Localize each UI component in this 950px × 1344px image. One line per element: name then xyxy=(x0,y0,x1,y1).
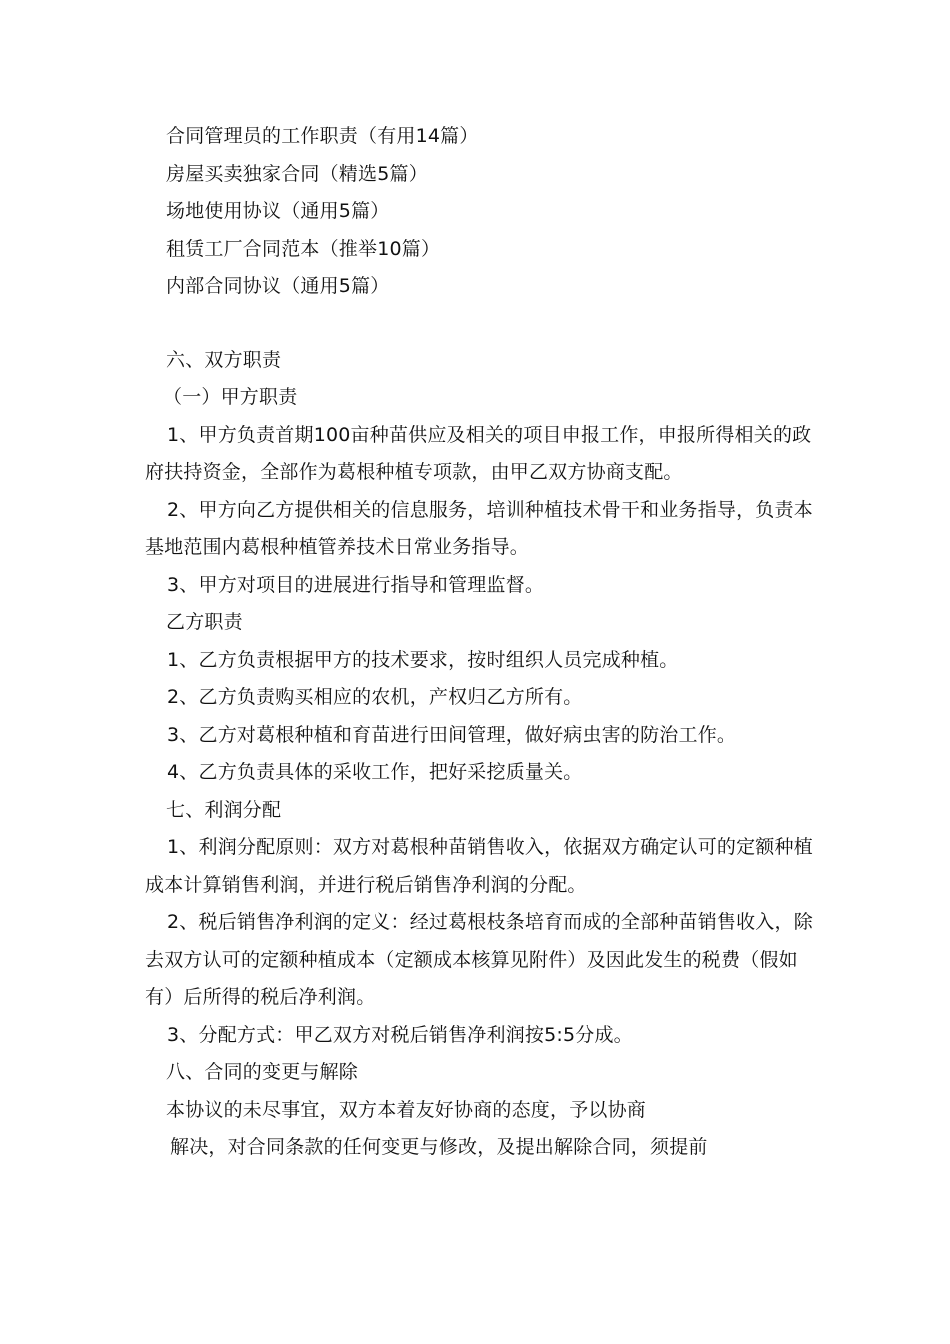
related-link[interactable]: 房屋买卖独家合同（精选5篇） xyxy=(166,162,428,185)
section-heading-7: 七、利润分配 xyxy=(166,798,282,821)
party-a-item: 2、甲方向乙方提供相关的信息服务，培训种植技术骨干和业务指导，负责本基地范围内葛根种植管养技术日常业务指导。 xyxy=(145,498,813,558)
section-heading-8: 八、合同的变更与解除 xyxy=(166,1061,359,1083)
related-link[interactable]: 内部合同协议（通用5篇） xyxy=(166,275,390,297)
section8-text-line: 本协议的未尽事宜，双方本着友好协商的态度，予以协商 xyxy=(166,1098,647,1121)
profit-item: 1、利润分配原则：双方对葛根种苗销售收入，依据双方确定认可的定额种植成本计算销售利润，并进行税后销售净利润的分配。 xyxy=(145,836,813,896)
profit-item: 2、税后销售净利润的定义：经过葛根枝条培育而成的全部种苗销售收入，除去双方认可的定额种植成本（定额成本核算见附件）及因此发生的税费（假如有）后所得的税后净利润。 xyxy=(145,911,813,1008)
document-body xyxy=(145,118,815,1167)
party-b-item: 1、乙方负责根据甲方的技术要求，按时组织人员完成种植。 xyxy=(167,648,679,671)
party-b-item: 2、乙方负责购买相应的农机，产权归乙方所有。 xyxy=(167,686,583,708)
party-b-heading: 乙方职责 xyxy=(166,611,243,633)
related-link[interactable]: 场地使用协议（通用5篇） xyxy=(166,200,390,222)
profit-item: 3、分配方式：甲乙双方对税后销售净利润按5:5分成。 xyxy=(167,1023,633,1046)
related-link[interactable]: 合同管理员的工作职责（有用14篇） xyxy=(166,125,479,147)
party-a-item: 3、甲方对项目的进展进行指导和管理监督。 xyxy=(167,573,545,596)
party-a-item: 1、甲方负责首期100亩种苗供应及相关的项目申报工作，申报所得相关的政府扶持资金，全部作为葛根种植专项款，由甲乙双方协商支配。 xyxy=(145,423,812,483)
party-b-item: 4、乙方负责具体的采收工作，把好采挖质量关。 xyxy=(167,761,583,783)
party-b-item: 3、乙方对葛根种植和育苗进行田间管理，做好病虫害的防治工作。 xyxy=(167,723,737,746)
related-link[interactable]: 租赁工厂合同范本（推举10篇） xyxy=(166,237,441,260)
section8-text-line: 解决，对合同条款的任何变更与修改，及提出解除合同，须提前 xyxy=(170,1136,708,1158)
section-heading-6: 六、双方职责 xyxy=(166,348,282,371)
spacer xyxy=(145,306,815,342)
party-a-heading: （一）甲方职责 xyxy=(163,386,298,408)
